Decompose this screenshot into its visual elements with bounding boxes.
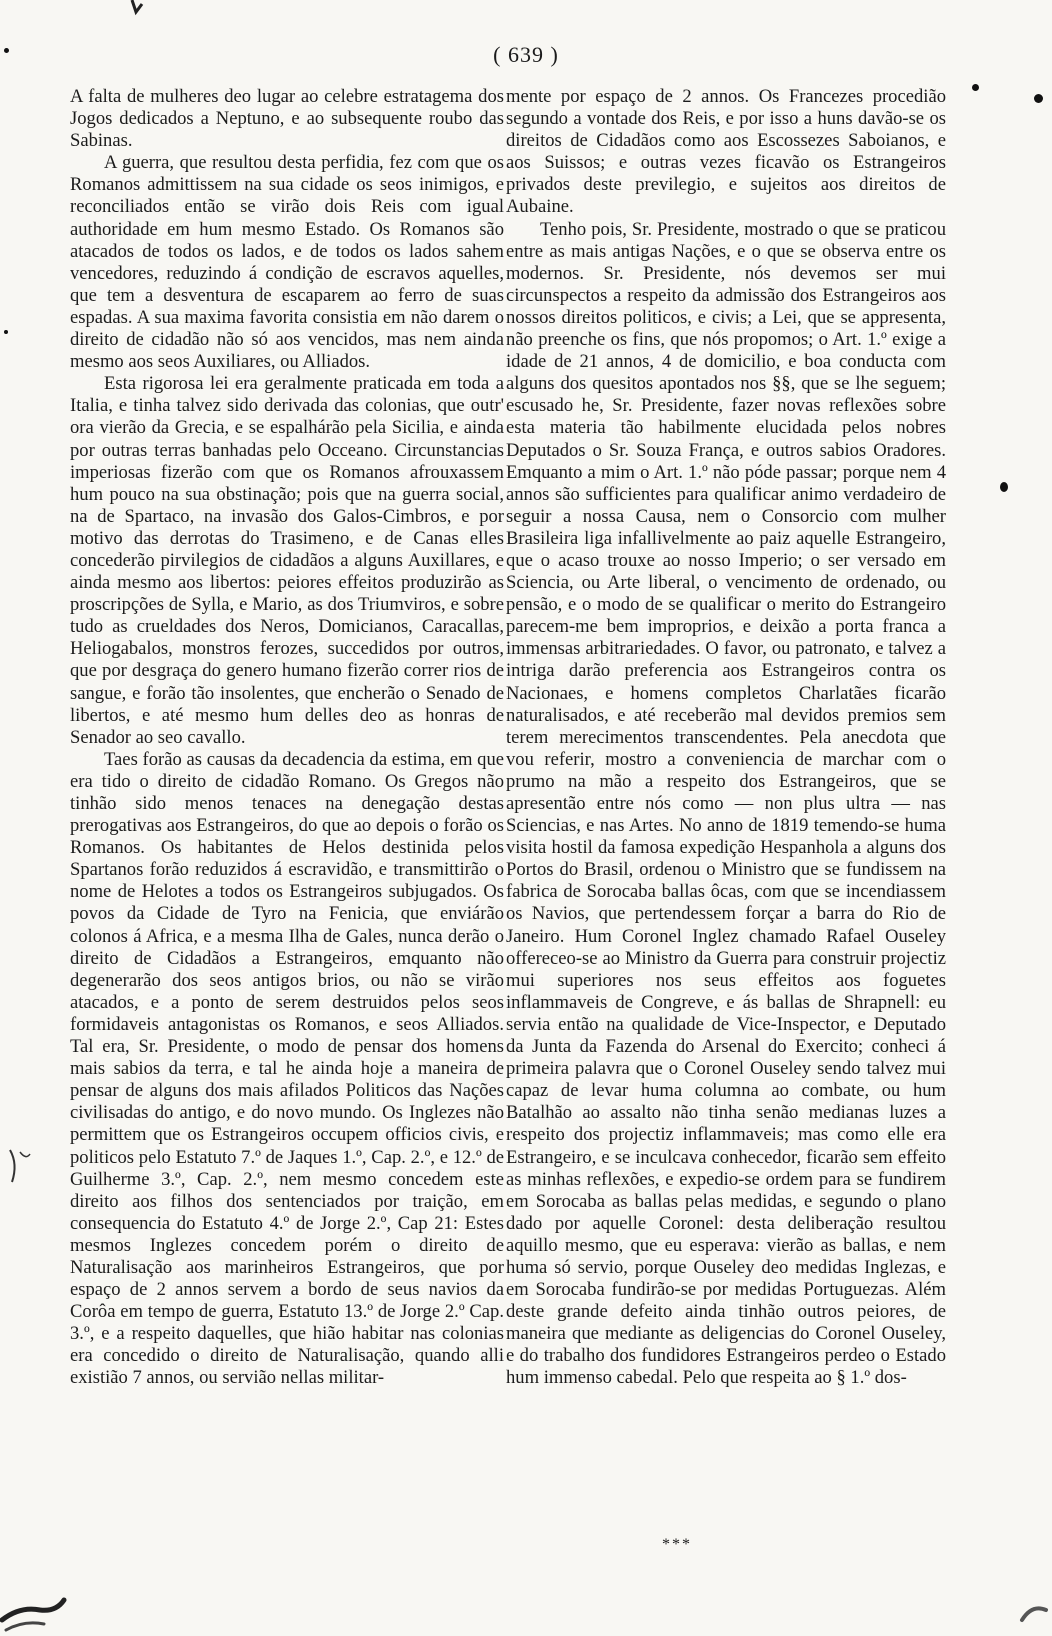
paragraph: mente por espaço de 2 annos. Os Francezes procedião segundo a vontade dos Reis, e por isso a huns davão-se os direitos de Cidadãos como aos Escossezes Saboianos, e aos Suissos; e outras vezes ficavão os Estrangeiros privados deste previlegio, e sujeitos aos direitos de Aubaine. <box>506 86 946 218</box>
page-number: ( 639 ) <box>493 42 559 67</box>
ink-smudge <box>1018 1584 1050 1624</box>
ink-speck <box>1034 94 1043 103</box>
paragraph: Esta rigorosa lei era geralmente praticada em toda a Italia, e tinha talvez sido derivada das colonias, que outr' ora vierão da Grecia, e se espalhárão pela Sicilia, e ainda por outras terras banhadas pelo Occeano. Circunstancias imperiosas fizerão com que os Romanos afrouxassem hum pouco na sua obstinação; pois que na guerra social, na de Spartaco, na invasão dos Galos-Cimbros, e por motivo das derrotas do Trasimeno, e de Canas elles concederão pirvilegios de cidadãos a alguns Auxillares, e ainda mesmo aos libertos: peiores effeitos produzirão as proscripções de Sylla, e Mario, as dos Triumviros, e sobre tudo as crueldades dos Neros, Domicianos, Caracallas, Heliogabalos, monstros ferozes, succedidos por outros, que por desgraça do genero humano fizerão correr rios de sangue, e forão tão insolentes, que encherão o Senado de libertos, e até mesmo hum delles deo as honras de Senador ao seo cavallo. <box>70 373 504 748</box>
paragraph: A guerra, que resultou desta perfidia, fez com que os Romanos admittissem na sua cidade os seos inimigos, e reconciliados então se virão dois Reis com igual authoridade em hum mesmo Estado. Os Romanos são atacados de todos os lados, e de todos os lados sahem vencedores, reduzindo á condição de escravos aquelles, que tem a desventura de escaparem ao ferro de suas espadas. A sua maxima favorita consistia em não darem o direito de cidadão não só aos vencidos, mas nem ainda mesmo aos seos Auxiliares, ou Alliados. <box>70 152 504 373</box>
end-ornament: *** <box>662 1536 692 1553</box>
right-column <box>506 86 946 1390</box>
paragraph: Taes forão as causas da decadencia da estima, em que era tido o direito de cidadão Romano. Os Gregos não tinhão sido menos tenaces na denegação destas prerogativas aos Estrangeiros, do que ao depois o forão os Romanos. Os habitantes de Helos destinida pelos Spartanos forão reduzidos á escravidão, e transmittirão o nome de Helotes a todos os Estrangeiros subjugados. Os povos da Cidade de Tyro na Fenicia, que enviárão colonos á Africa, e a mesma Ilha de Gales, nunca derão o direito de Cidadãos a Estrangeiros, emquanto não degenerarão dos seos antigos brios, ou não se virão atacados, e a ponto de serem destruidos pelos seos formidaveis antagonistas os Romanos, e seos Alliados. Tal era, Sr. Presidente, o modo de pensar dos homens mais sabios da terra, e tal he ainda hoje a maneira de pensar de alguns dos mais afilados Politicos das Nações civilisadas do antigo, e do novo mundo. Os Inglezes não permittem que os Estrangeiros occupem officios civis, e politicos pelo Estatuto 7.º de Jaques 1.º, Cap. 2.º, e 12.º de Guilherme 3.º, Cap. 2.º, nem mesmo concedem este direito aos filhos dos sentenciados por traição, em consequencia do Estatuto 4.º de Jorge 2.º, Cap 21: Estes mesmos Inglezes concedem porém o direito de Naturalisação aos marinheiros Estrangeiros, que por espaço de 2 annos servem a bordo de seus navios da Corôa em tempo de guerra, Estatuto 13.º de Jorge 2.º Cap. 3.º, e a respeito daquelles, que hião habitar nas colonias era concedido o direito de Naturalisação, quando alli existião 7 annos, ou servião nellas militar- <box>70 748 504 1389</box>
ink-speck <box>4 330 8 334</box>
ink-smudge <box>4 1146 34 1186</box>
paragraph: A falta de mulheres deo lugar ao celebre estratagema dos Jogos dedicados a Neptuno, e ao subsequente roubo das Sabinas. <box>70 86 504 152</box>
paragraph: Tenho pois, Sr. Presidente, mostrado o que se praticou entre as mais antigas Nações, e o que se observa entre os modernos. Sr. Presidente, nós devemos ser mui circunspectos a respeito da admissão dos Estrangeiros aos nossos direitos politicos, e civis; a Lei, que se appresenta, não preenche os fins, que nós propomos; o Art. 1.º exige a idade de 21 annos, 4 de domicilio, e boa conducta com alguns dos quesitos apontados nos §§, que se lhe seguem; escusado he, Sr. Presidente, fazer novas reflexões sobre esta materia tão habilmente elucidada pelos nobres Deputados o Sr. Souza França, e outros sabios Oradores. Emquanto a mim o Art. 1.º não póde passar; porque nem 4 annos são sufficientes para qualificar animo verdadeiro de seguir a nossa Causa, nem o Consorcio com mulher Brasileira liga infallivelmente ao paiz aquelle Estrangeiro, que o acaso trouxe ao nosso Imperio; o ser versado em Sciencia, ou Arte liberal, o vencimento de ordenado, ou pensão, e o modo de se qualificar o merito do Estrangeiro parecem-me bem improprios, e deixão a porta franca a immensas arbitrariedades. O favor, ou patronato, e talvez a intriga darão preferencia aos Estrangeiros contra os Nacionaes, e homens completos Charlatães ficarão naturalisados, e até receberão mal devidos premios sem terem merecimentos transcendentes. Pela anecdota que vou referir, mostro a conveniencia de marchar com o prumo na mão a respeito dos Estrangeiros, que se apresentão entre nós como — non plus ultra — nas Sciencias, e nas Artes. No anno de 1819 temendo-se huma visita hostil da famosa expedição Hespanhola a alguns dos Portos do Brasil, ordenou o Ministro que se fundissem na fabrica de Sorocaba ballas ôcas, com que se incendiassem os Navios, que pertendessem forçar a barra do Rio de Janeiro. Hum Coronel Inglez chamado Rafael Ouseley offereceo-se ao Ministro da Guerra para construir projectiz mui superiores nos seus effeitos aos foguetes inflammaveis de Congreve, e ás ballas de Shrapnell: eu servia então na qualidade de Vice-Inspector, e Deputado da Junta da Fazenda do Arsenal do Exercito; conheci á primeira palavra que o Coronel Ouseley sendo talvez mui capaz de levar huma columna ao combate, ou hum Batalhão ao assalto não tinha senão medianas luzes a respeito dos projectiz inflammaveis; mas como elle era Estrangeiro, e se inculcava conhecedor, ficarão sem effeito as minhas reflexões, e expedio-se ordem para se fundirem em Sorocaba as ballas pelas medidas, e segundo o plano dado por aquelle Coronel: desta deliberação resultou aquillo mesmo, que eu esperava: vierão as ballas, e nem huma só servio, porque Ouseley deo medidas Inglezas, e em Sorocaba fundirão-se por medidas Portuguezas. Além deste grande defeito ainda tinhão outros peiores, de maneira que mediante as deligencias do Coronel Ouseley, e do trabalho dos fundidores Estrangeiros perdeo o Estado hum immenso cabedal. Pelo que respeita ao § 1.º dos- <box>506 218 946 1389</box>
ink-smudge <box>0 1580 70 1636</box>
left-column <box>70 86 504 1390</box>
ink-speck <box>4 48 9 53</box>
ink-speck <box>1000 482 1008 492</box>
ink-smudge <box>128 0 152 16</box>
ink-speck <box>972 84 979 91</box>
